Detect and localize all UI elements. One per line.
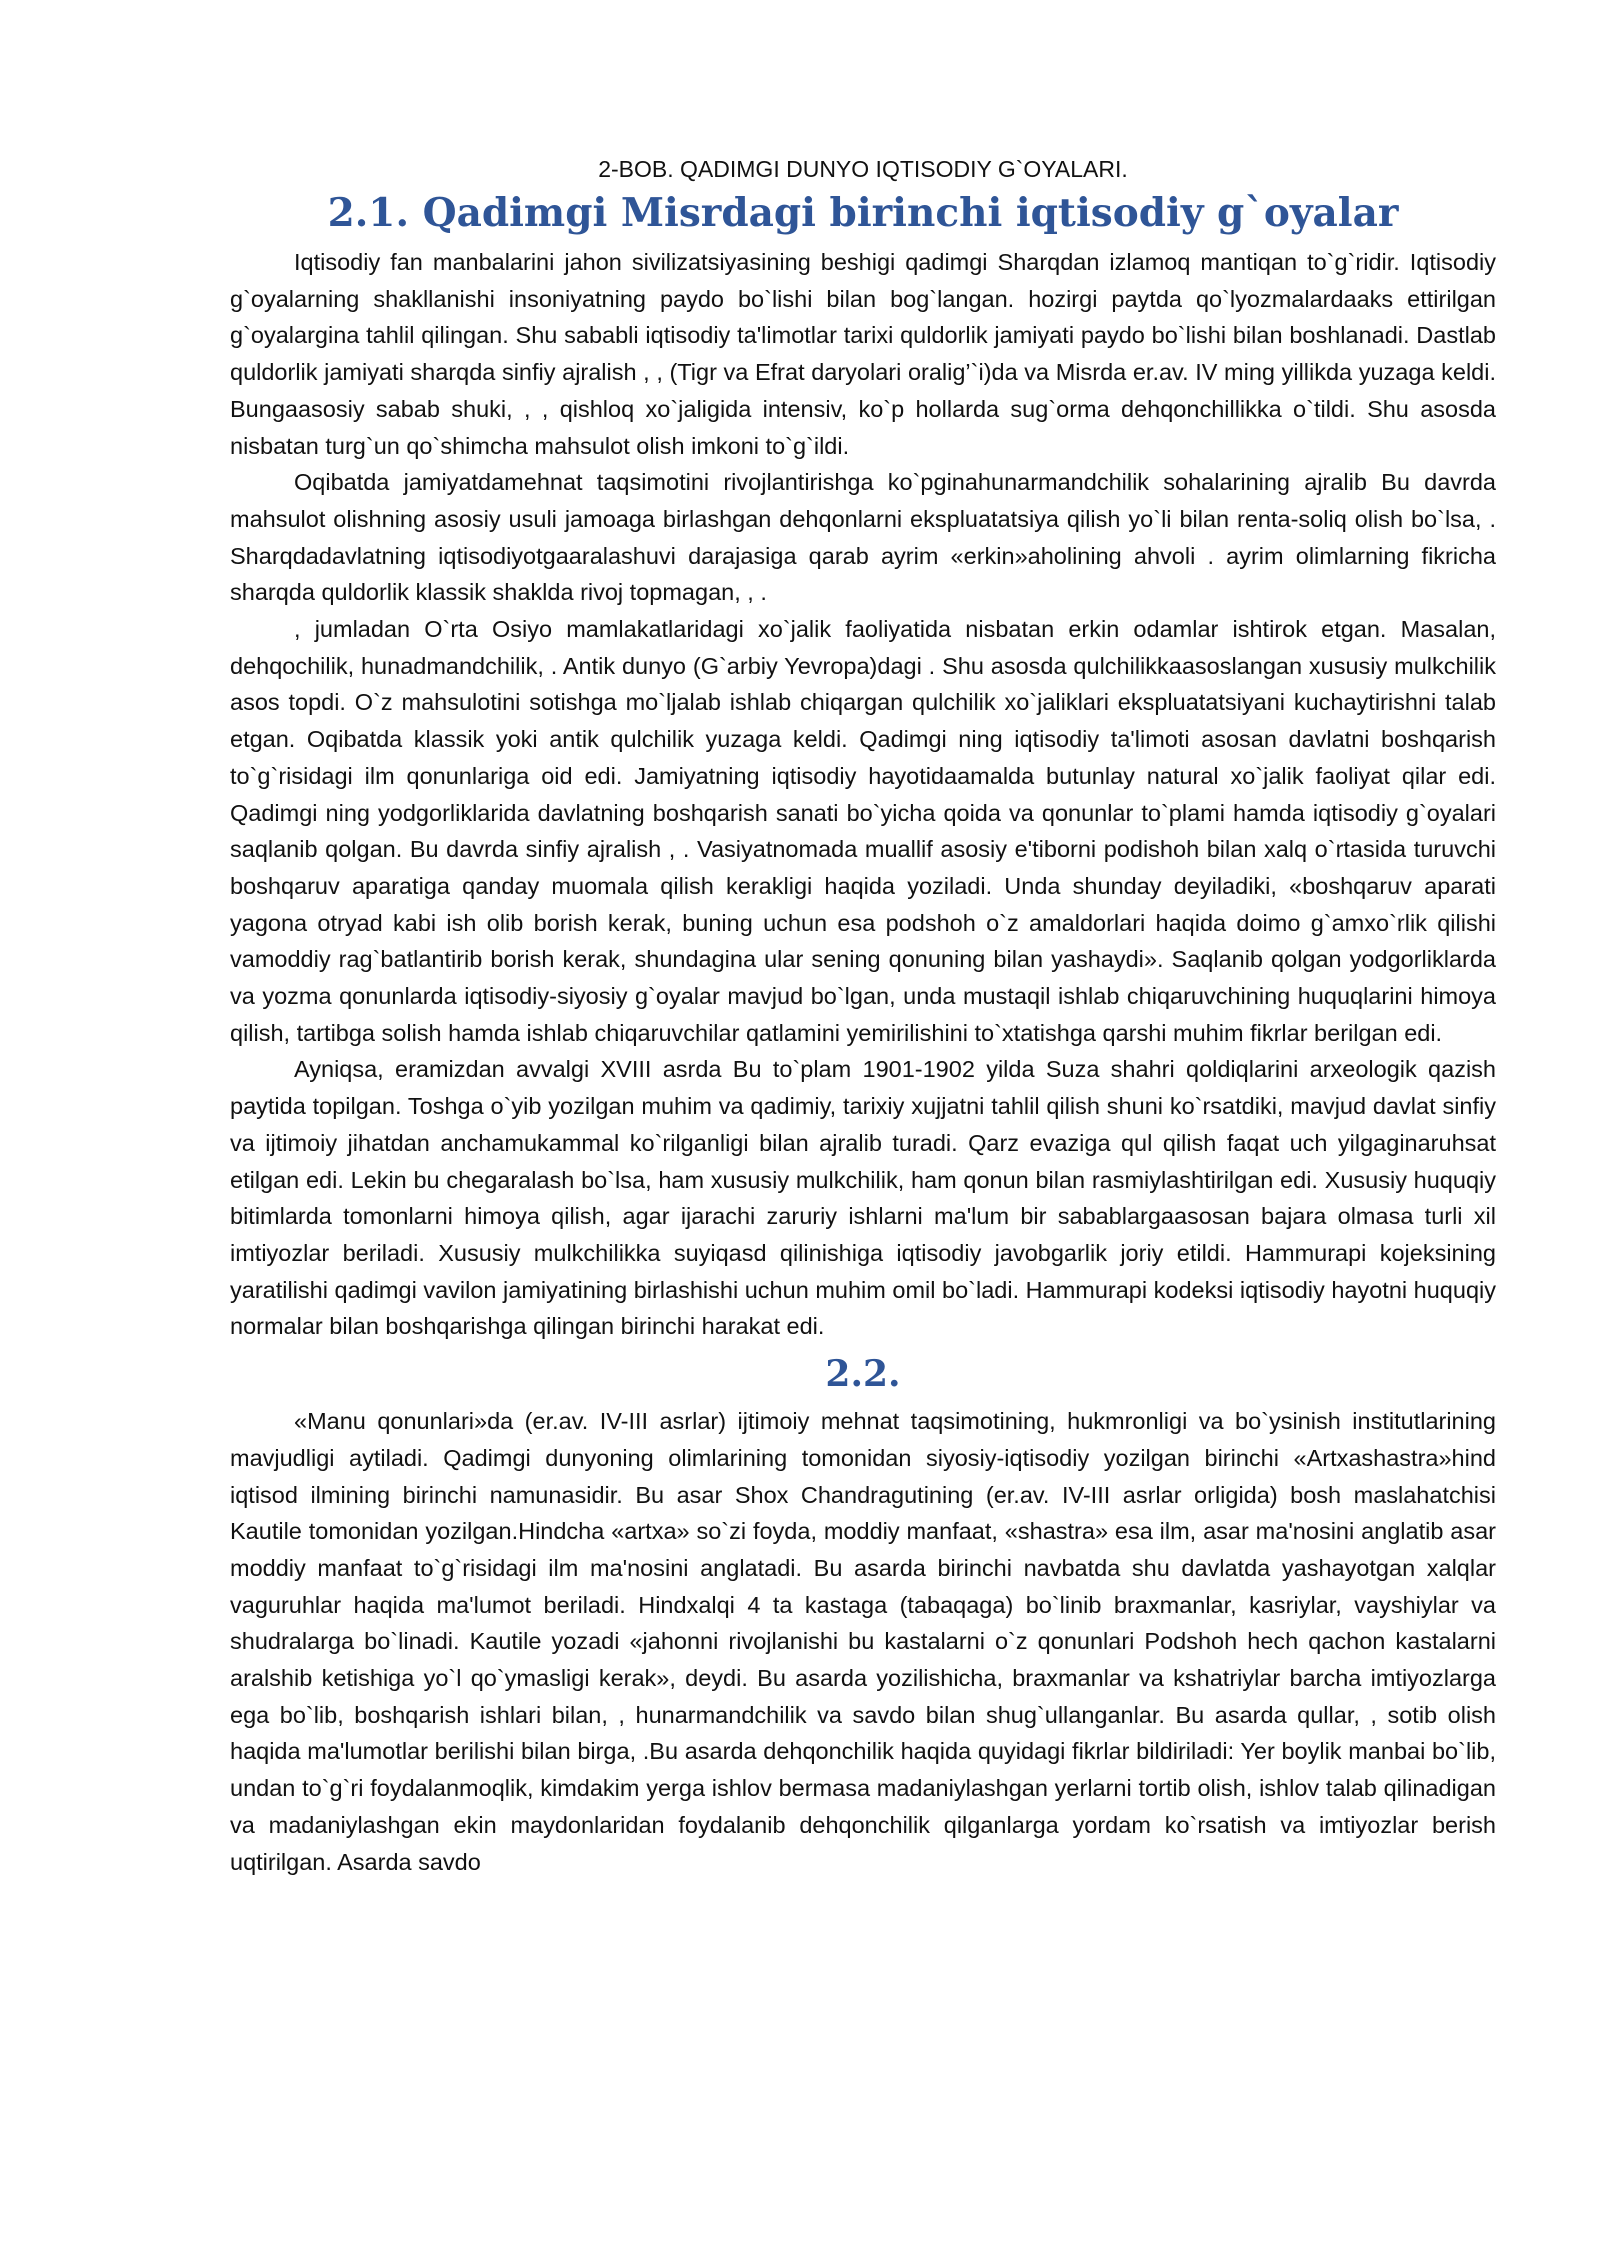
paragraph: Iqtisodiy fan manbalarini jahon sivilizatsiyasining beshigi qadimgi Sharqdan izlamoq mantiqan to`g`ridir. Iqtisodiy g`oyalarning shakllanishi insoniyatning paydo bo`lishi bilan bog`langan. hozirgi paytda qo`lyozmalardaaks ettirilgan g`oyalargina tahlil qilingan. Shu sababli iqtisodiy ta'limotlar tarixi quldorlik jamiyati paydo bo`lishi bilan boshlanadi. Dastlab quldorlik jamiyati sharqda sinfiy ajralish , , (Tigr va Efrat daryolari oralig’`i)da va Misrda er.av. IV ming yillikda yuzaga keldi. Bungaasosiy sabab shuki, , , qishloq xo`jaligida intensiv, ko`p hollarda sug`orma dehqonchillikka o`tildi. Shu asosda nisbatan turg`un qo`shimcha mahsulot olish imkoni to`g`ildi.: [230, 249, 1496, 459]
paragraph: Oqibatda jamiyatdamehnat taqsimotini rivojlantirishga ko`pginahunarmandchilik sohalarining ajralib Bu davrda mahsulot olishning asosiy usuli jamoaga birlashgan dehqonlarni ekspluatatsiya qilish yo`li bilan renta-soliq olish bo`lsa, . Sharqdadavlatning iqtisodiyotgaaralashuvi darajasiga qarab ayrim «erkin»aholining ahvoli . ayrim olimlarning fikricha sharqda quldorlik klassik shaklda rivoj topmagan, , .: [230, 469, 1496, 606]
document-content: [230, 152, 1496, 1880]
paragraph: «Manu qonunlari»da (er.av. IV-III asrlar) ijtimoiy mehnat taqsimotining, hukmronligi va bo`ysinish institutlarining mavjudligi aytiladi. Qadimgi dunyoning olimlarining tomonidan siyosiy-iqtisodiy yozilgan birinchi «Artxashastra»hind iqtisod ilmining birinchi namunasidir. Bu asar Shox Chandragutining (er.av. IV-III asrlar orligida) bosh maslahatchisi Kautile tomonidan yozilgan.Hindcha «artxa» so`zi foyda, moddiy manfaat, «shastra» esa ilm, asar ma'nosini anglatib asar moddiy manfaat to`g`risidagi ilm ma'nosini anglatadi. Bu asarda birinchi navbatda shu davlatda yashayotgan xalqlar vaguruhlar haqida ma'lumot beriladi. Hindxalqi 4 ta kastaga (tabaqaga) bo`linib braxmanlar, kasriylar, vayshiylar va shudralarga bo`linadi. Kautile yozadi «jahonni rivojlanishi bu kastalarni o`z qonunlari Podshoh hech qachon kastalarni aralshib ketishiga yo`l qo`ymasligi kerak», deydi. Bu asarda yozilishicha, braxmanlar va kshatriylar barcha imtiyozlarga ega bo`lib, boshqarish ishlari bilan, , hunarmandchilik va savdo bilan shug`ullanganlar. Bu asarda qullar, , sotib olish haqida ma'lumotlar berilishi bilan birga, .Bu asarda dehqonchilik haqida quyidagi fikrlar bildiriladi: Yer boylik manbai bo`lib, undan to`g`ri foydalanmoqlik, kimdakim yerga ishlov bermasa madaniylashgan yerlarni tortib olish, ishlov talab qilinadigan va madaniylashgan ekin maydonlaridan foydalanib dehqonchilik qilganlarga yordam ko`rsatish va imtiyozlar berish uqtirilgan. Asarda savdo: [230, 1408, 1496, 1875]
paragraph: Ayniqsa, eramizdan avvalgi XVIII asrda Bu to`plam 1901-1902 yilda Suza shahri qoldiqlarini arxeologik qazish paytida topilgan. Toshga o`yib yozilgan muhim va qadimiy, tarixiy xujjatni tahlil qilish shuni ko`rsatdiki, mavjud davlat sinfiy va ijtimoiy jihatdan anchamukammal ko`rilganligi bilan ajralib turadi. Qarz evaziga qul qilish faqat uch yilgaginaruhsat etilgan edi. Lekin bu chegaralash bo`lsa, ham xususiy mulkchilik, ham qonun bilan rasmiylashtirilgan edi. Xususiy huquqiy bitimlarda tomonlarni himoya qilish, agar ijarachi zaruriy ishlarni ma'lum bir sabablargaasosan bajara olmasa turli xil imtiyozlar beriladi. Xususiy mulkchilikka suyiqasd qilinishiga iqtisodiy javobgarlik joriy etildi. Hammurapi kojeksining yaratilishi qadimgi vavilon jamiyatining birlashishi uchun muhim omil bo`ladi. Hammurapi kodeksi iqtisodiy hayotni huquqiy normalar bilan boshqarishga qilingan birinchi harakat edi.: [230, 1056, 1496, 1340]
chapter-heading: 2-BOB. QADIMGI DUNYO IQTISODIY G`OYALARI.: [598, 156, 1128, 182]
section-2-title: 2.2.: [825, 1353, 901, 1396]
section-1-title: 2.1. Qadimgi Misrdagi birinchi iqtisodiy g`oyalar: [327, 190, 1399, 236]
paragraph: , jumladan O`rta Osiyo mamlakatlaridagi xo`jalik faoliyatida nisbatan erkin odamlar ishtirok etgan. Masalan, dehqochilik, hunadmandchilik, . Antik dunyo (G`arbiy Yevropa)dagi . Shu asosda qulchilikkaasoslangan xususiy mulkchilik asos topdi. O`z mahsulotini sotishga mo`ljalab ishlab chiqargan qulchilik xo`jaliklari ekspluatatsiyani kuchaytirishni talab etgan. Oqibatda klassik yoki antik qulchilik yuzaga keldi. Qadimgi ning iqtisodiy ta'limoti asosan davlatni boshqarish to`g`risidagi ilm qonunlariga oid edi. Jamiyatning iqtisodiy hayotidaamalda butunlay natural xo`jalik faoliyat qilar edi. Qadimgi ning yodgorliklarida davlatning boshqarish sanati bo`yicha qoida va qonunlar to`plami hamda iqtisodiy g`oyalari saqlanib qolgan. Bu davrda sinfiy ajralish , . Vasiyatnomada muallif asosiy e'tiborni podishoh bilan xalq o`rtasida turuvchi boshqaruv aparatiga qanday muomala qilish kerakligi haqida yoziladi. Unda shunday deyiladiki, «boshqaruv aparati yagona otryad kabi ish olib borish kerak, buning uchun esa podshoh o`z amaldorlari haqida doimo g`amxo`rlik qilishi vamoddiy rag`batlantirib borish kerak, shundagina ular sening qonuning bilan yashaydi». Saqlanib qolgan yodgorliklarda va yozma qonunlarda iqtisodiy-siyosiy g`oyalar mavjud bo`lgan, unda mustaqil ishlab chiqaruvchining huquqlarini himoya qilish, tartibga solish hamda ishlab chiqaruvchilar qatlamini yemirilishini to`xtatishga qarshi muhim fikrlar berilgan edi.: [230, 616, 1496, 1046]
